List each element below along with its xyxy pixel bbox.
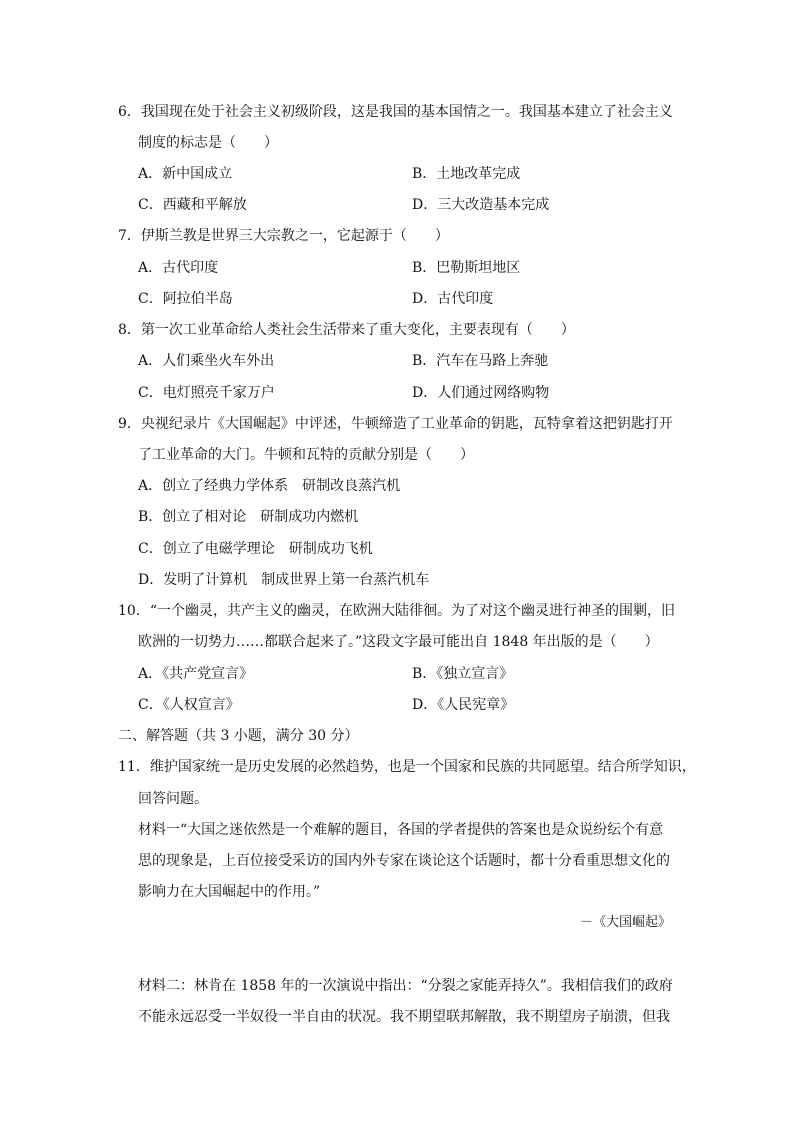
q11-stem-line1: 11．维护国家统一是历史发展的必然趋势，也是一个国家和民族的共同愿望。结合所学知识， xyxy=(118,759,696,775)
q8-stem-line1: 8．第一次工业革命给人类社会生活带来了重大变化，主要表现有（ ） xyxy=(118,322,575,338)
q8-option-c: C．电灯照亮千家万户 xyxy=(138,385,275,401)
q7-option-a: A．古代印度 xyxy=(138,260,219,276)
q11-material2-line2: 不能永远忍受一半奴役一半自由的状况。我不期望联邦解散，我不期望房子崩溃，但我 xyxy=(138,1009,670,1025)
q11-material1-line1: 材料一“大国之迷依然是一个难解的题目，各国的学者提供的答案也是众说纷纭个有意 xyxy=(138,822,664,838)
q10-stem-line2: 欧洲的一切势力……都联合起来了。”这段文字最可能出自 1848 年出版的是（ ） xyxy=(138,634,659,650)
q10-option-d: D．《人民宪章》 xyxy=(412,697,515,713)
q7-option-b: B．巴勒斯坦地区 xyxy=(412,260,521,276)
q10-stem-line1: 10．“一个幽灵，共产主义的幽灵，在欧洲大陆徘徊。为了对这个幽灵进行神圣的围剿，旧 xyxy=(118,603,675,619)
q11-material2-line1: 材料二：林肯在 1858 年的一次演说中指出：“分裂之家能弄持久”。我相信我们的政府 xyxy=(138,978,673,994)
q8-option-a: A．人们乘坐火车外出 xyxy=(138,353,275,369)
q11-material1-line3: 影响力在大国崛起中的作用。” xyxy=(138,884,321,900)
q6-option-c: C．西藏和平解放 xyxy=(138,197,247,213)
q8-option-d: D．人们通过网络购物 xyxy=(412,385,550,401)
q7-option-c: C．阿拉伯半岛 xyxy=(138,291,233,307)
q6-option-d: D．三大改造基本完成 xyxy=(412,197,550,213)
q10-option-a: A．《共产党宣言》 xyxy=(138,666,254,682)
q6-stem-line2: 制度的标志是（ ） xyxy=(138,135,278,151)
q10-option-b: B．《独立宣言》 xyxy=(412,666,514,682)
section-heading: 二、解答题（共 3 小题，满分 30 分） xyxy=(118,728,359,744)
q9-stem-line1: 9．央视纪录片《大国崛起》中评述，牛顿缔造了工业革命的钥匙，瓦特拿着这把钥匙打开 xyxy=(118,416,673,432)
q9-option-c: C．创立了电磁学理论 研制成功飞机 xyxy=(138,541,373,557)
q7-option-d: D．古代印度 xyxy=(412,291,494,307)
q7-stem-line1: 7．伊斯兰教是世界三大宗教之一，它起源于（ ） xyxy=(118,228,449,244)
q6-stem-line1: 6．我国现在处于社会主义初级阶段，这是我国的基本国情之一。我国基本建立了社会主义 xyxy=(118,104,673,120)
q9-option-a: A．创立了经典力学体系 研制改良蒸汽机 xyxy=(138,478,401,494)
q6-option-b: B．土地改革完成 xyxy=(412,166,521,182)
q9-option-d: D．发明了计算机 制成世界上第一台蒸汽机车 xyxy=(138,572,430,588)
q11-stem-line2: 回答问题。 xyxy=(138,791,208,807)
q9-option-b: B．创立了相对论 研制成功内燃机 xyxy=(138,509,359,525)
q8-option-b: B．汽车在马路上奔驰 xyxy=(412,353,549,369)
q6-option-a: A．新中国成立 xyxy=(138,166,233,182)
q10-option-c: C．《人权宣言》 xyxy=(138,697,240,713)
q11-material1-source: －《大国崛起》 xyxy=(580,915,672,930)
q11-material1-line2: 思的现象是，上百位接受采访的国内外专家在谈论这个话题时，都十分看重思想文化的 xyxy=(138,853,670,869)
q9-stem-line2: 了工业革命的大门。牛顿和瓦特的贡献分别是（ ） xyxy=(138,447,474,463)
